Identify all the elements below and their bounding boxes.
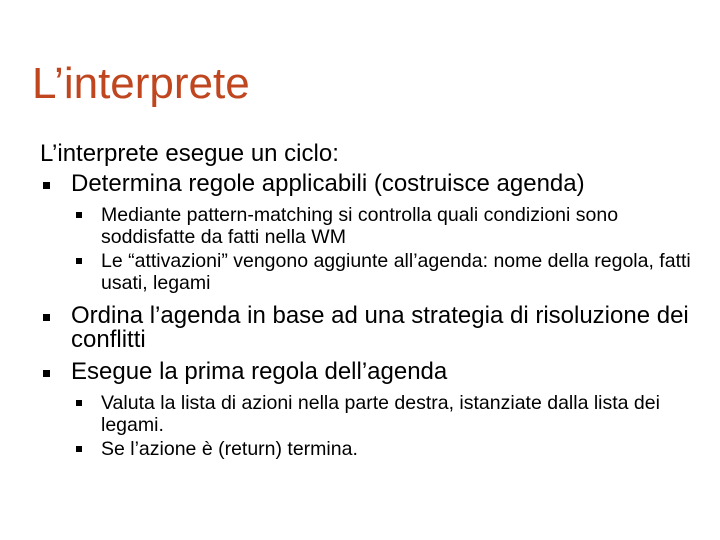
sub-list-item [71, 392, 700, 436]
square-bullet-icon [43, 370, 50, 377]
list-item-text: Ordina l’agenda in base ad una strategia di risoluzione dei conflitti [71, 302, 689, 353]
bullet-list [40, 172, 700, 460]
list-item [40, 360, 700, 460]
list-item-text: Esegue la prima regola dell’agenda [71, 358, 448, 385]
sub-list-item [71, 438, 700, 460]
list-item [40, 304, 700, 352]
sub-list-item-text: Se l’azione è (return) termina. [101, 438, 358, 460]
square-bullet-icon [76, 212, 82, 218]
square-bullet-icon [43, 182, 50, 189]
sub-list-item-text: Le “attivazioni” vengono aggiunte all’agenda: nome della regola, fatti usati, legami [101, 250, 691, 294]
sub-bullet-list [71, 204, 700, 294]
list-item [40, 172, 700, 294]
square-bullet-icon [76, 258, 82, 264]
slide-body [40, 140, 700, 470]
sub-list-item-text: Valuta la lista di azioni nella parte destra, istanziate dalla lista dei legami. [101, 392, 660, 436]
sub-list-item-text: Mediante pattern-matching si controlla quali condizioni sono soddisfatte da fatti nella WM [101, 204, 619, 248]
sub-bullet-list [71, 392, 700, 460]
square-bullet-icon [76, 400, 82, 406]
intro-text: L’interprete esegue un ciclo: [40, 140, 339, 167]
sub-list-item [71, 204, 700, 248]
list-item-text: Determina regole applicabili (costruisce agenda) [71, 170, 585, 197]
square-bullet-icon [43, 314, 50, 321]
square-bullet-icon [76, 446, 82, 452]
sub-list-item [71, 250, 700, 294]
slide-title: L’interprete [32, 59, 250, 108]
